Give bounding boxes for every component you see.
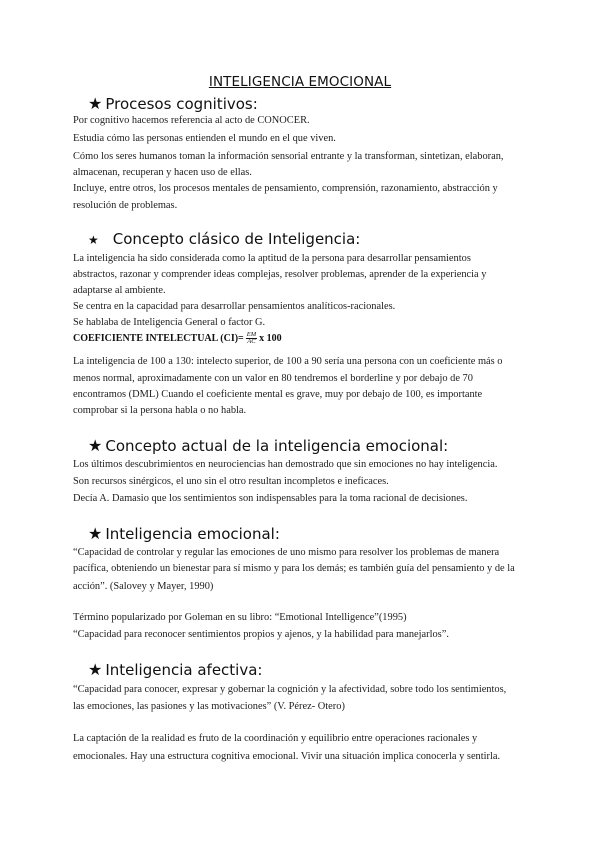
text-line: resolución de problemas.: [73, 200, 178, 211]
text-line: menos normal, aproximadamente con un valor en 80 tendremos el borderline y por debajo de 70: [73, 373, 473, 384]
text-line: “Capacidad para conocer, expresar y gobernar la cognición y la afectividad, sobre todo los sentimientos,: [73, 684, 507, 695]
text-line: encontramos (DML) Cuando el coeficiente mental es grave, muy por debajo de 100, es importante: [73, 389, 483, 400]
text-line: Los últimos descubrimientos en neurociencias han demostrado que sin emociones no hay inteligencia.: [73, 459, 498, 470]
formula-suffix: x 100: [259, 333, 282, 344]
text-line: Incluye, entre otros, los procesos mentales de pensamiento, comprensión, razonamiento, abstracción y: [73, 183, 498, 194]
text-line: Cómo los seres humanos toman la información sensorial entrante y la transforman, sintetizan, elaboran,: [73, 151, 504, 162]
text-line: Se centra en la capacidad para desarrollar pensamientos analíticos-racionales.: [73, 301, 396, 312]
text-line: emocionales. Hay una estructura cognitiva emocional. Vivir una situación implica conocerla y sentirla.: [73, 751, 501, 762]
heading-inteligencia-afectiva: ★ Inteligencia afectiva:: [88, 660, 263, 679]
heading-inteligencia-emocional: ★ Inteligencia emocional:: [88, 524, 280, 543]
text-line: almacenan, recuperan y hacen uso de ellas.: [73, 167, 252, 178]
star-icon: ★: [88, 94, 103, 113]
text-line: Término popularizado por Goleman en su libro: “Emotional Intelligence”(1995): [73, 612, 407, 623]
text-line: las emociones, las pasiones y las motivaciones” (V. Pérez- Otero): [73, 701, 345, 712]
text-line: Estudia cómo las personas entienden el mundo en el que viven.: [73, 133, 336, 144]
document-title: INTELIGENCIA EMOCIONAL: [208, 74, 392, 90]
text-line: acción”. (Salovey y Mayer, 1990): [73, 581, 214, 592]
text-line: adaptarse al ambiente.: [73, 285, 166, 296]
heading-concepto-actual: ★ Concepto actual de la inteligencia emocional:: [88, 436, 449, 455]
text-line: La inteligencia de 100 a 130: intelecto superior, de 100 a 90 sería una persona con un coeficiente más o: [73, 356, 503, 367]
text-line: pacífica, obteniendo un bienestar para sí mismo y para los demás; es también guía del pensamiento y de la: [73, 563, 515, 574]
text-line: abstractos, razonar y comprender ideas complejas, resolver problemas, aprender de la experiencia y: [73, 269, 487, 280]
text-line: La inteligencia ha sido considerada como la aptitud de la persona para desarrollar pensamientos: [73, 253, 471, 264]
text-line: La captación de la realidad es fruto de la coordinación y equilibrio entre operaciones racionales y: [73, 733, 478, 744]
heading-concepto-clasico: ★ Concepto clásico de Inteligencia:: [88, 230, 361, 248]
formula-label: COEFICIENTE INTELECTUAL (CI)=: [73, 333, 244, 344]
text-line: comprobar si la persona habla o no habla.: [73, 405, 247, 416]
text-line: “Capacidad de controlar y regular las emociones de uno mismo para resolver los problemas de manera: [73, 547, 500, 558]
text-line: “Capacidad para reconocer sentimientos propios y ajenos, y la habilidad para manejarlos”.: [73, 629, 449, 640]
text-line: Decía A. Damasio que los sentimientos son indispensables para la toma racional de decisiones.: [73, 493, 468, 504]
heading-procesos-cognitivos: ★ Procesos cognitivos:: [88, 94, 258, 113]
formula-fraction: [246, 332, 257, 345]
formula-denominator: AC: [247, 338, 256, 345]
star-icon: ★: [88, 660, 103, 679]
formula-numerator: EM: [246, 331, 257, 338]
star-icon: ★: [88, 524, 103, 543]
star-icon: ★: [88, 436, 103, 455]
text-line: Son recursos sinérgicos, el uno sin el otro resultan incompletos e ineficaces.: [73, 476, 389, 487]
ci-formula: [73, 332, 282, 345]
text-line: Por cognitivo hacemos referencia al acto de CONOCER.: [73, 115, 310, 126]
text-line: Se hablaba de Inteligencia General o factor G.: [73, 317, 266, 328]
star-icon: ★: [88, 233, 99, 247]
